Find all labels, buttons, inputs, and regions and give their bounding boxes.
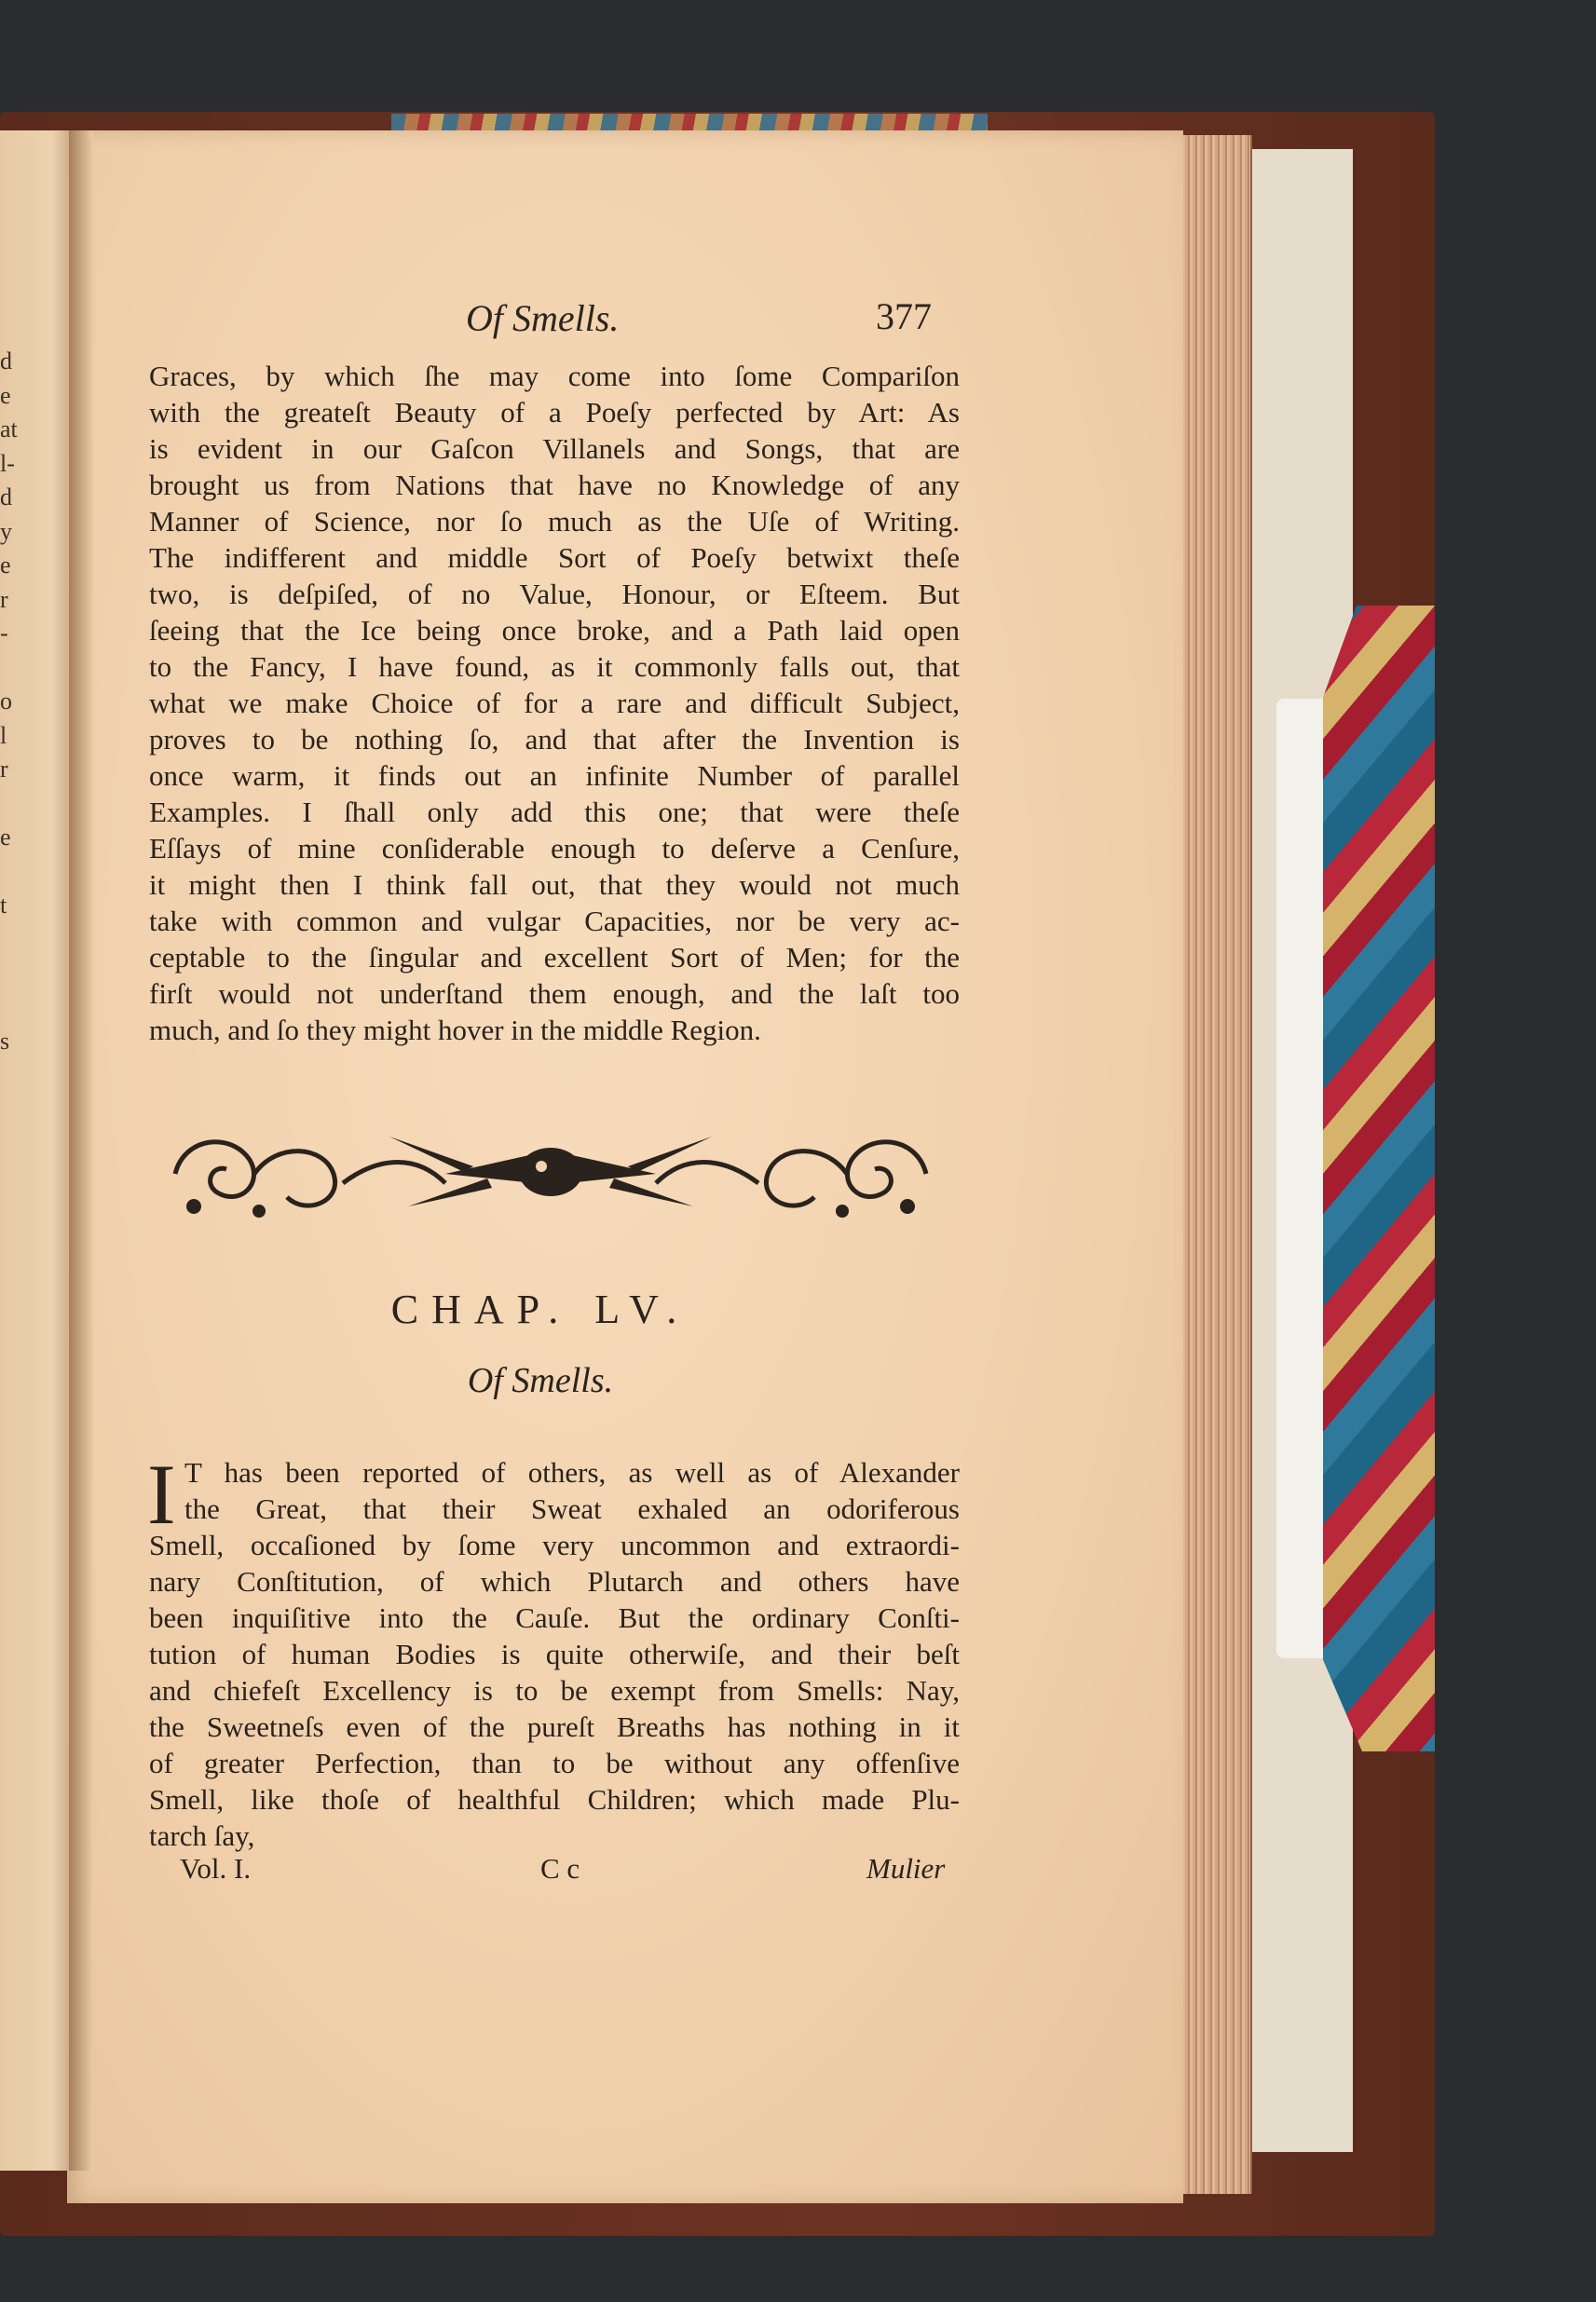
text-line: proves to be nothing ſo, and that after the Invention is [149, 723, 960, 756]
text-line: T has been reported of others, as well as of Alexander [184, 1456, 960, 1489]
text-line: Graces, by which ſhe may come into ſome Compariſon [149, 360, 960, 392]
text-line: Smell, occaſioned by ſome very uncommon and extraordi- [149, 1529, 960, 1561]
left-page-fragment: r [0, 756, 8, 783]
text-line: with the greateſt Beauty of a Poeſy perfected by Art: As [149, 396, 960, 429]
text-line: the Great, that their Sweat exhaled an odoriferous [184, 1492, 960, 1525]
left-page-fragments [0, 345, 22, 1059]
left-page-fragment [0, 957, 22, 991]
running-head: Of Smells. [466, 297, 620, 339]
text-line: to the Fancy, I have found, as it commonly falls out, that [149, 650, 960, 683]
text-line: Examples. I ſhall only add this one; that were theſe [149, 796, 960, 828]
text-line: of greater Perfection, than to be without any offenſive [149, 1747, 960, 1779]
left-page-fragment: e [0, 824, 11, 851]
text-line: and chiefeſt Excellency is to be exempt from Smells: Nay, [149, 1674, 960, 1707]
left-page-fragment [0, 991, 22, 1026]
footer-catchword: Mulier [866, 1852, 946, 1885]
drop-cap: I [147, 1447, 176, 1542]
left-page-fragment [0, 787, 22, 822]
page-number: 377 [876, 295, 932, 337]
left-page-fragment: d [0, 484, 12, 511]
left-page-fragment: - [0, 620, 8, 647]
gutter-shadow [69, 130, 93, 2171]
left-page-fragment: d [0, 347, 12, 375]
left-page-fragment: e [0, 381, 11, 409]
text-part-2 [149, 1454, 960, 1854]
text-line: the Sweetneſs even of the pureſt Breaths has nothing in it [149, 1710, 960, 1743]
text-line: firſt would not underſtand them enough, and the laſt too [149, 977, 960, 1010]
left-page-fragment [0, 923, 22, 958]
left-page-fragment: e [0, 552, 11, 579]
text-line: nary Conſtitution, of which Plutarch and others have [149, 1565, 960, 1598]
text-line: The indifferent and middle Sort of Poeſy betwixt theſe [149, 541, 960, 574]
text-line: Eſſays of mine conſiderable enough to deſerve a Cenſure, [149, 832, 960, 865]
text-line: tution of human Bodies is quite otherwiſe, and their beſt [149, 1638, 960, 1670]
text-line: Smell, like thoſe of healthful Children; which made Plu- [149, 1783, 960, 1816]
text-line: it might then I think fall out, that they would not much [149, 868, 960, 901]
text-line: brought us from Nations that have no Knowledge of any [149, 469, 960, 501]
marbled-edge-right [1323, 606, 1435, 1751]
left-page-fragment: l [0, 721, 7, 749]
text-line: what we make Choice of for a rare and difficult Subject, [149, 687, 960, 719]
text-line: take with common and vulgar Capacities, nor be very ac- [149, 905, 960, 937]
text-line: Manner of Science, nor ſo much as the Uſe of Writing. [149, 505, 960, 538]
left-page-fragment [0, 651, 22, 686]
text-line: much, and ſo they might hover in the middle Region. [149, 1014, 761, 1046]
left-page-fragment [0, 855, 22, 890]
ornament-icon [166, 1118, 935, 1225]
text-line: ſeeing that the Ice being once broke, and a Path laid open [149, 614, 960, 647]
text-line: two, is deſpiſed, of no Value, Honour, or Eſteem. But [149, 578, 960, 610]
left-page-fragment: at [0, 415, 18, 443]
left-page-fragment: t [0, 892, 7, 919]
text-line: tarch ſay, [149, 1819, 255, 1852]
text-line: once warm, it finds out an infinite Number of parallel [149, 759, 960, 792]
text-line: ceptable to the ſingular and excellent Sort of Men; for the [149, 941, 960, 974]
text-line: been inquiſitive into the Cauſe. But the ordinary Conſti- [149, 1601, 960, 1634]
chapter-heading: CHAP. LV. [390, 1287, 690, 1332]
left-page-fragment: s [0, 1028, 10, 1055]
text-line: is evident in our Gaſcon Villanels and Songs, that are [149, 432, 960, 465]
footer-signature: C c [540, 1852, 580, 1885]
left-page-fragment: y [0, 517, 12, 545]
left-page-fragment: r [0, 585, 8, 613]
chapter-subtitle: Of Smells. [467, 1361, 614, 1400]
text-part-1 [149, 358, 960, 1048]
left-page-fragment: o [0, 688, 12, 715]
footer-volume: Vol. I. [180, 1852, 252, 1885]
left-page-fragment: l- [0, 449, 15, 477]
